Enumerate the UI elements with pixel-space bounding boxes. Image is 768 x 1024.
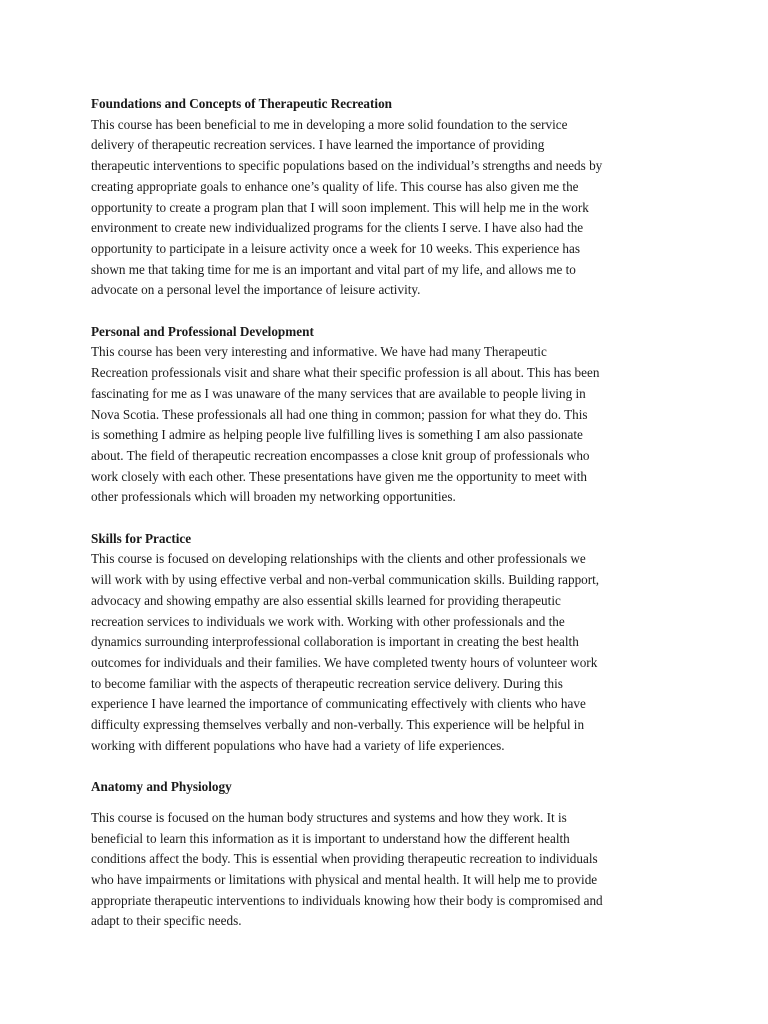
- paragraph-line: outcomes for individuals and their families. We have completed twenty hours of volunteer work: [91, 654, 598, 670]
- paragraph-line: opportunity to participate in a leisure activity once a week for 10 weeks. This experience has: [91, 240, 580, 256]
- paragraph-line: other professionals which will broaden my networking opportunities.: [91, 489, 456, 505]
- section-paragraph: [91, 115, 681, 301]
- section-heading: Anatomy and Physiology: [91, 779, 232, 795]
- paragraph-line: therapeutic interventions to specific populations based on the individual’s strengths and needs by: [91, 158, 603, 174]
- paragraph-line: about. The field of therapeutic recreation encompasses a close knit group of professionals who: [91, 447, 590, 463]
- paragraph-line: fascinating for me as I was unaware of the many services that are available to people living in: [91, 385, 586, 401]
- paragraph-line: is something I admire as helping people live fulfilling lives is something I am also passionate: [91, 427, 583, 443]
- section-foundations: [91, 94, 681, 301]
- section-anatomy-physiology: [91, 777, 681, 932]
- paragraph-line: beneficial to learn this information as it is important to understand how the different health: [91, 830, 570, 846]
- section-paragraph: [91, 808, 681, 932]
- paragraph-line: who have impairments or limitations with physical and mental health. It will help me to provide: [91, 871, 598, 887]
- paragraph-line: to become familiar with the aspects of therapeutic recreation service delivery. During this: [91, 675, 563, 691]
- section-spacer: [91, 301, 681, 322]
- paragraph-line: difficulty expressing themselves verbally and non-verbally. This experience will be helpful in: [91, 717, 585, 733]
- paragraph-line: opportunity to create a program plan that I will soon implement. This will help me in the work: [91, 199, 589, 215]
- section-heading: Skills for Practice: [91, 530, 192, 546]
- paragraph-line: Nova Scotia. These professionals all had one thing in common; passion for what they do. This: [91, 406, 588, 422]
- paragraph-line: appropriate therapeutic interventions to individuals knowing how their body is compromised and: [91, 892, 603, 908]
- section-spacer: [91, 508, 681, 529]
- paragraph-line: work closely with each other. These presentations have given me the opportunity to meet with: [91, 468, 587, 484]
- paragraph-line: creating appropriate goals to enhance one’s quality of life. This course has also given me the: [91, 178, 579, 194]
- paragraph-line: will work with by using effective verbal and non-verbal communication skills. Building rapport,: [91, 572, 600, 588]
- section-heading: Personal and Professional Development: [91, 323, 314, 339]
- paragraph-line: experience I have learned the importance of communicating effectively with clients who have: [91, 696, 586, 712]
- section-skills-for-practice: [91, 529, 681, 757]
- section-personal-professional: [91, 322, 681, 508]
- paragraph-line: This course is focused on developing relationships with the clients and other professionals we: [91, 551, 586, 567]
- paragraph-line: conditions affect the body. This is essential when providing therapeutic recreation to individuals: [91, 851, 598, 867]
- paragraph-line: This course has been beneficial to me in developing a more solid foundation to the service: [91, 116, 568, 132]
- paragraph-line: shown me that taking time for me is an important and vital part of my life, and allows me to: [91, 261, 576, 277]
- paragraph-line: This course is focused on the human body structures and systems and how they work. It is: [91, 809, 567, 825]
- paragraph-line: recreation services to individuals we work with. Working with other professionals and the: [91, 613, 565, 629]
- paragraph-line: dynamics surrounding interprofessional collaboration is important in creating the best health: [91, 634, 579, 650]
- document-page: [91, 94, 681, 932]
- section-paragraph: [91, 342, 681, 508]
- paragraph-line: Recreation professionals visit and share what their specific profession is all about. This has been: [91, 365, 600, 381]
- paragraph-line: working with different populations who have had a variety of life experiences.: [91, 737, 505, 753]
- section-heading: Foundations and Concepts of Therapeutic Recreation: [91, 96, 393, 111]
- paragraph-line: delivery of therapeutic recreation services. I have learned the importance of providing: [91, 137, 545, 153]
- paragraph-line: This course has been very interesting and informative. We have had many Therapeutic: [91, 344, 547, 360]
- section-paragraph: [91, 549, 681, 756]
- paragraph-line: advocacy and showing empathy are also essential skills learned for providing therapeutic: [91, 592, 561, 608]
- heading-spacer: [91, 798, 681, 808]
- paragraph-line: adapt to their specific needs.: [91, 913, 242, 929]
- paragraph-line: advocate on a personal level the importance of leisure activity.: [91, 282, 421, 298]
- paragraph-line: environment to create new individualized programs for the clients I serve. I have also had the: [91, 220, 584, 236]
- section-spacer: [91, 756, 681, 777]
